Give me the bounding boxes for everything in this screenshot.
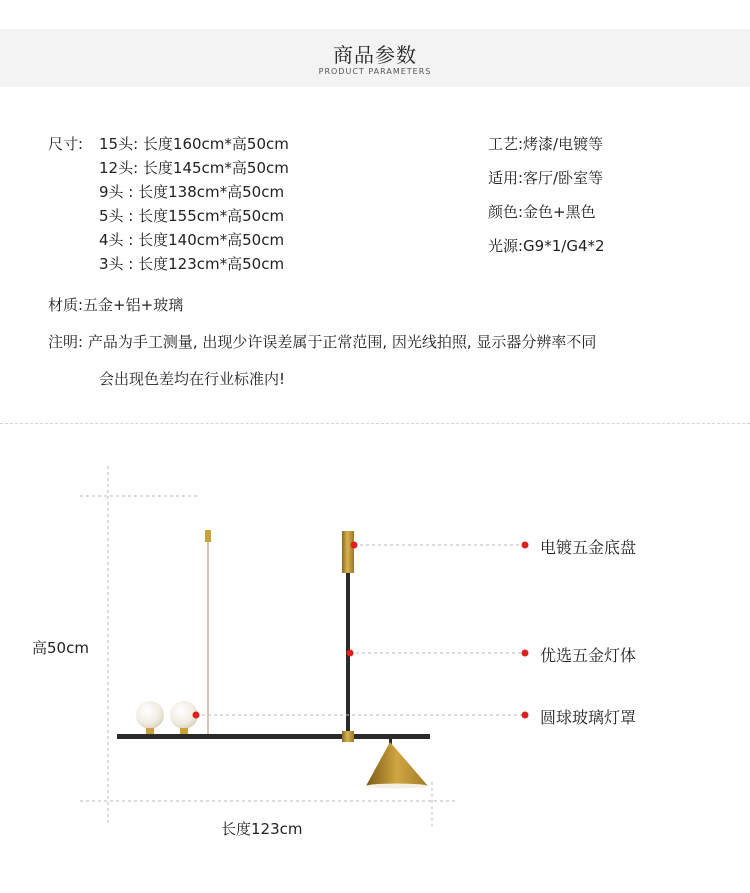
size-row-5: 5头 : 长度155cm*高50cm xyxy=(99,207,285,225)
callout-plated-canopy: 电镀五金底盘 xyxy=(540,538,637,557)
size-row-12: 12头: 长度145cm*高50cm xyxy=(99,159,289,177)
light-source-spec: 光源:G9*1/G4*2 xyxy=(488,237,605,255)
page-subtitle: PRODUCT PARAMETERS xyxy=(318,67,432,76)
size-label: 尺寸: xyxy=(48,135,84,153)
page-title: 商品参数 xyxy=(333,43,417,67)
wire-cap xyxy=(205,530,211,542)
glass-globe-left xyxy=(136,701,164,734)
material-spec: 材质:五金+铝+玻璃 xyxy=(48,296,184,314)
height-dimension: 高50cm xyxy=(32,639,89,657)
cone-shade xyxy=(366,739,428,789)
size-row-15: 15头: 长度160cm*高50cm xyxy=(99,135,289,153)
note-line-1: 注明: 产品为手工测量, 出现少许误差属于正常范围, 因光线拍照, 显示器分辨率不同 xyxy=(48,333,597,351)
length-dimension: 长度123cm xyxy=(221,820,303,838)
callout-dots xyxy=(193,542,529,719)
horizontal-arm xyxy=(117,734,430,739)
size-row-9: 9头 : 长度138cm*高50cm xyxy=(99,183,285,201)
callout-glass-shade: 圆球玻璃灯罩 xyxy=(540,708,637,727)
callout-leaders xyxy=(196,545,524,715)
ceiling-canopy xyxy=(342,531,354,573)
note-line-2: 会出现色差均在行业标准内! xyxy=(99,370,286,388)
callout-lamp-body: 优选五金灯体 xyxy=(540,646,637,665)
joint-connector xyxy=(342,731,354,742)
color-spec: 颜色:金色+黑色 xyxy=(488,203,596,221)
size-row-3: 3头 : 长度123cm*高50cm xyxy=(99,255,285,273)
craft-spec: 工艺:烤漆/电镀等 xyxy=(488,135,604,153)
usage-spec: 适用:客厅/卧室等 xyxy=(488,169,604,187)
size-row-4: 4头 : 长度140cm*高50cm xyxy=(99,231,285,249)
